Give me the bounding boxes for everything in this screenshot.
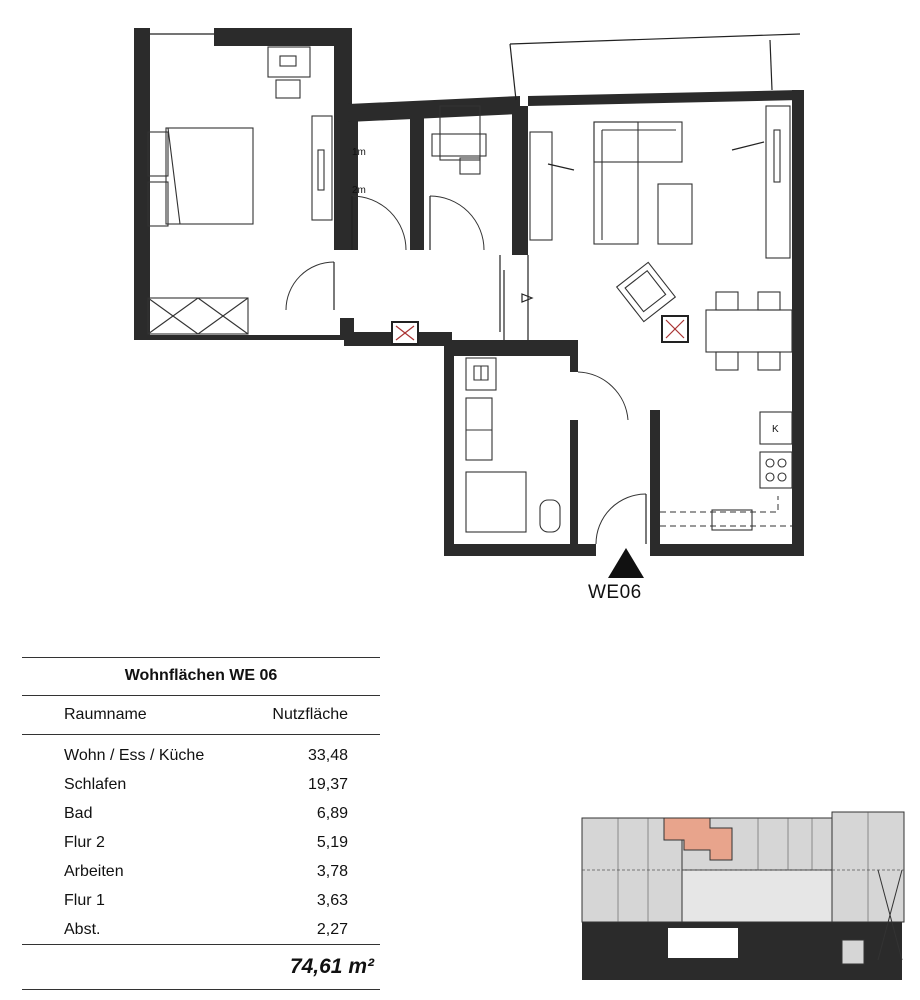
row-room: Bad [64, 804, 93, 822]
table-bottom-rule [22, 989, 380, 990]
row-area: 2,27 [316, 920, 348, 938]
table-row [22, 741, 380, 770]
header-room: Raumname [64, 706, 147, 723]
bedroom [134, 28, 352, 340]
entry-arrow-icon [608, 548, 644, 578]
total-area: 74,61 m² [289, 955, 374, 978]
header-area: Nutzfläche [272, 706, 348, 723]
table-total [22, 945, 380, 989]
row-area: 6,89 [316, 804, 348, 822]
row-room: Flur 2 [64, 833, 105, 851]
row-room: Abst. [64, 920, 101, 938]
row-room: Schlafen [64, 775, 127, 793]
table-row [22, 915, 380, 944]
building-key-map [578, 810, 908, 982]
living-kitchen [510, 34, 804, 556]
table-row [22, 799, 380, 828]
area-table [22, 657, 380, 990]
row-room: Flur 1 [64, 891, 105, 909]
table-row [22, 828, 380, 857]
table-title: Wohnflächen WE 06 [124, 667, 278, 684]
hallway-and-study [344, 96, 532, 346]
row-area: 3,63 [316, 891, 348, 909]
flur1-label: 1m [352, 147, 366, 158]
row-area: 3,78 [316, 862, 348, 880]
row-area: 19,37 [307, 775, 348, 793]
table-header [22, 696, 380, 734]
row-room: Arbeiten [64, 862, 124, 880]
table-row [22, 770, 380, 799]
kitchen-label: K [772, 424, 779, 435]
row-area: 33,48 [307, 746, 348, 764]
table-row [22, 857, 380, 886]
row-room: Wohn / Ess / Küche [64, 746, 205, 764]
row-area: 5,19 [316, 833, 348, 851]
entry-label: WE06 [588, 582, 642, 603]
flur2-label: 2m [352, 185, 366, 196]
table-row [22, 886, 380, 915]
